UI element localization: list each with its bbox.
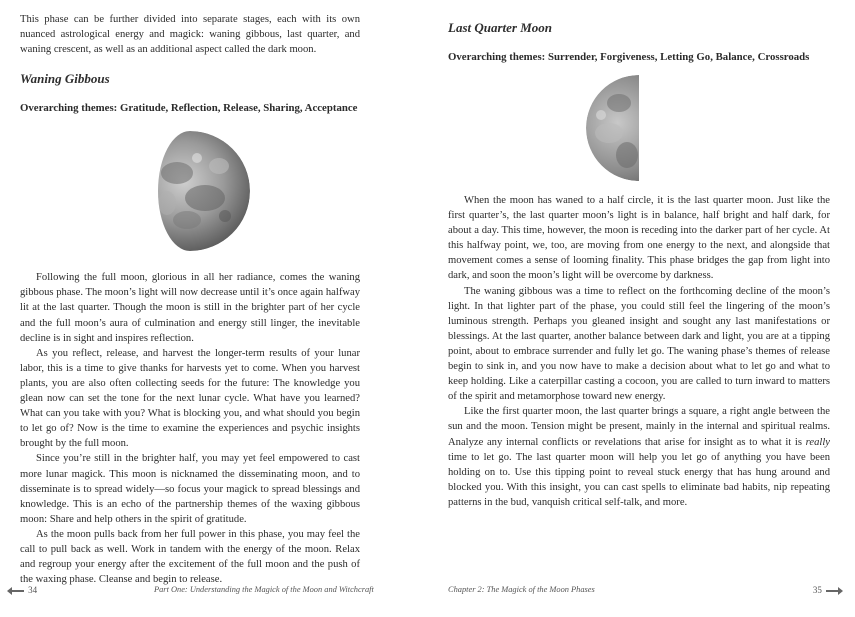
right-column — [448, 12, 830, 510]
body-paragraph: Since you’re still in the brighter half, you may yet feel empowered to cast more lunar magick. This moon is nicknamed the disseminating moon, and to disseminate is to spread widely—so focus your magick to spread blessings and knowledge. This is an echo of the partnership themes of the waxing gibbous moon: Share and help others in the spirit of gratitude. — [20, 453, 360, 525]
right-footer — [448, 585, 848, 594]
waning-gibbous-body — [20, 270, 360, 587]
section-title-waning-gibbous: Waning Gibbous — [20, 71, 110, 87]
last-quarter-moon-illustration — [448, 73, 830, 183]
themes-waning-gibbous: Overarching themes: Gratitude, Reflection, Release, Sharing, Acceptance — [20, 102, 358, 115]
body-text-segment: Like the first quarter moon, the last quarter brings a square, a right angle between the sun and the moon. Tension might be present, mainly in the internal and spiritual realms. Analyze any internal conflicts or revelations that arise for insight as to what it is — [448, 406, 830, 448]
right-page — [428, 0, 855, 617]
body-paragraph: As the moon pulls back from her full power in this phase, you may feel the call to pull back as well. Work in tandem with the energy of the moon. Relax and regroup your energy after the excitement of the full moon and the push of the waxing phase. Cleanse and begin to release. — [20, 528, 360, 586]
waning-gibbous-moon-icon — [127, 128, 253, 254]
ornament-left-icon — [6, 586, 26, 596]
page-number-right: 35 — [812, 585, 822, 595]
left-column — [20, 12, 360, 587]
body-paragraph — [448, 404, 830, 510]
left-footer — [6, 585, 406, 596]
waning-gibbous-moon-illustration — [20, 128, 360, 256]
right-page-number-group — [813, 585, 844, 596]
themes-last-quarter: Overarching themes: Surrender, Forgiveness, Letting Go, Balance, Crossroads — [448, 51, 810, 63]
emphasis-text: really — [805, 436, 830, 448]
body-paragraph: When the moon has waned to a half circle, it is the last quarter moon. Just like the first quarter’s, the last quarter moon’s light is in balance, half bright and half dark, for about a day. This time, however, the moon is receding into the darker part of her cycle. At this halfway point, we, too, are moving from one energy to the next, and alongside that movement comes a sense of looming finality. This phase bridges the gap from light into dark, and soon the moon’s light will be overcome by darkness. — [448, 195, 830, 282]
last-quarter-moon-icon — [579, 73, 699, 183]
body-paragraph: As you reflect, release, and harvest the longer-term results of your lunar labor, this is a time to give thanks for harvests yet to come. When you harvest plants, you are also often collecting seeds for the future: The knowledge you glean now can set the tone for the next lunar cycle. What have you learned? What can you take with you? What is blocking you, and what should you begin to let go of? Now is the time to examine the experiences and psychic insights brought by the full moon. — [20, 347, 360, 450]
running-head-right: Chapter 2: The Magick of the Moon Phases — [448, 585, 595, 594]
section-title-last-quarter: Last Quarter Moon — [448, 20, 553, 35]
ornament-right-icon — [824, 586, 844, 596]
body-paragraph: The waning gibbous was a time to reflect on the forthcoming decline of the moon’s light. In that lighter part of the phase, you could still feel the lingering of the moon’s luminous strength. Perhaps you gleaned insight and sought any last manifestations or blessings. At the last quarter, another balance between dark and light, you are at a tipping point, about to embrace surrender and fully let go. The waning phase’s themes of release begin to sink in, and you now have to make a decision about what to let go and what to keep holding. Like a caterpillar casting a cocoon, you are called to turn inward to matters of the spirit and metamorphose toward new energy. — [448, 285, 830, 403]
body-paragraph: Following the full moon, glorious in all her radiance, comes the waning gibbous phase. The moon’s light will now decrease until it’s once again halfway lit at the last quarter. Though the moon is still in the brighter part of her cycle and the full moon’s aura of culmination and energy still linger, the inevitable decline is in sight and inspires reflection. — [20, 272, 360, 344]
body-text-segment: time to let go. The last quarter moon will help you let go of anything you have been holding on to. Use this tipping point to reveal stuck energy that has hung around and blocked you. With this insight, you can cast spells to eliminate bad habits, nip repeating patterns in the bud, vanquish critical self-talk, and more. — [448, 451, 830, 508]
left-page — [0, 0, 420, 617]
page-number-left: 34 — [28, 585, 38, 595]
running-head-left: Part One: Understanding the Magick of the Moon and Witchcraft — [154, 585, 374, 594]
intro-paragraph: This phase can be further divided into separate stages, each with its own nuanced astrological energy and magick: waning gibbous, last quarter, and waning crescent, as well as an additional aspect called the dark moon. — [20, 14, 360, 56]
last-quarter-body — [448, 193, 830, 510]
